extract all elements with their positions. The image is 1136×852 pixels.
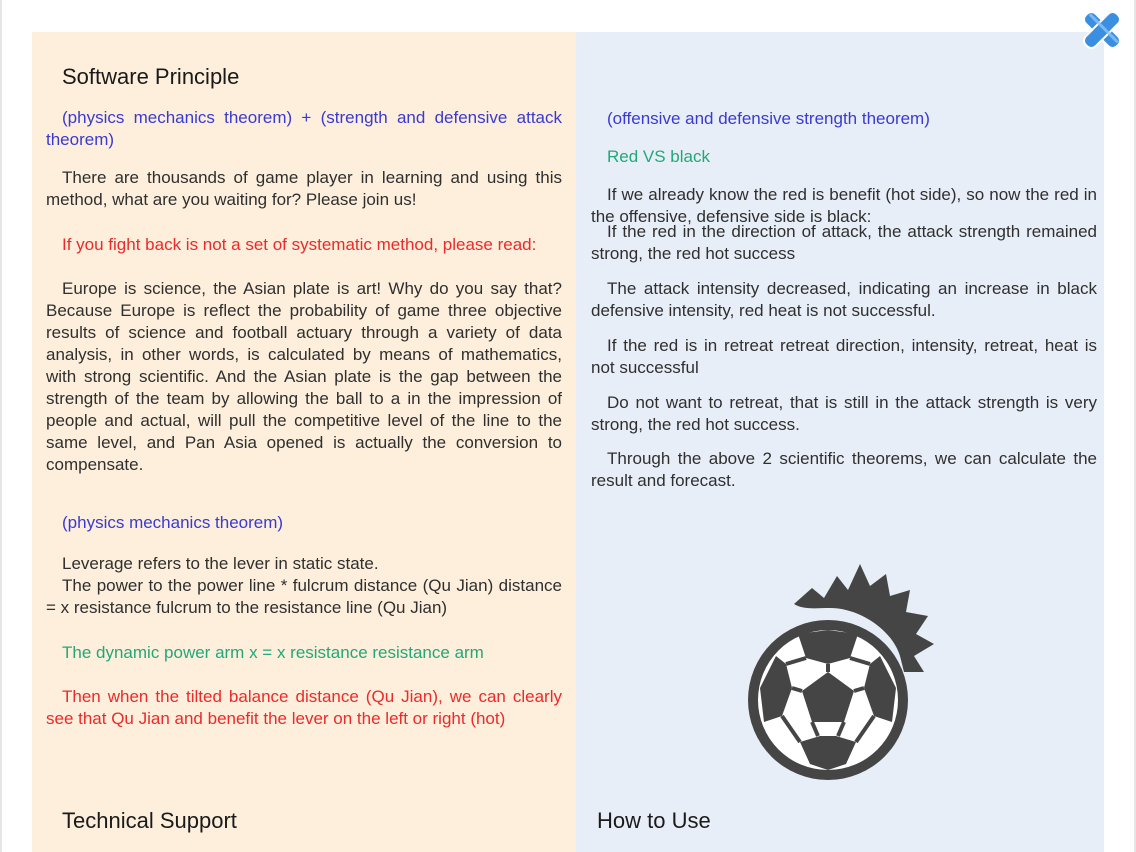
intro-paragraph: There are thousands of game player in learning and using this method, what are you waiting for? Please join us! <box>46 168 562 209</box>
red-benefit-paragraph: If we already know the red is benefit (hot side), so now the red in the offensive, defensive side is black: <box>591 185 1097 226</box>
attack-direction-paragraph: If the red in the direction of attack, the attack strength remained strong, the red hot success <box>591 222 1097 263</box>
conclusion-paragraph: Through the above 2 scientific theorems, we can calculate the result and forecast. <box>591 449 1097 490</box>
software-principle-heading: Software Principle <box>62 64 240 89</box>
offensive-defensive-theorem-title: (offensive and defensive strength theorem) <box>607 109 930 128</box>
close-x-icon[interactable] <box>1078 6 1126 54</box>
red-vs-black-label: Red VS black <box>607 147 710 166</box>
physics-theorem-title: (physics mechanics theorem) <box>62 513 284 532</box>
dynamic-arm-formula: The dynamic power arm x = x resistance resistance arm <box>62 643 484 662</box>
leverage-formula: The power to the power line * fulcrum distance (Qu Jian) distance = x resistance fulcrum to the resistance line (Qu Jian) <box>46 576 562 617</box>
leverage-definition: Leverage refers to the lever in static state. <box>62 554 379 573</box>
tilted-balance-paragraph: Then when the tilted balance distance (Qu Jian), we can clearly see that Qu Jian and benefit the lever on the left or right (hot) <box>46 687 562 728</box>
attack-decreased-paragraph: The attack intensity decreased, indicating an increase in black defensive intensity, red heat is not successful. <box>591 279 1097 320</box>
how-to-use-heading[interactable]: How to Use <box>597 808 711 833</box>
no-retreat-paragraph: Do not want to retreat, that is still in the attack strength is very strong, the red hot success. <box>591 393 1097 434</box>
warning-paragraph: If you fight back is not a set of systematic method, please read: <box>62 235 537 254</box>
left-frame-edge <box>0 0 2 852</box>
retreat-paragraph: If the red is in retreat retreat direction, intensity, retreat, heat is not successful <box>591 336 1097 377</box>
combined-theorem-title: (physics mechanics theorem) + (strength and defensive attack theorem) <box>46 108 562 149</box>
europe-asia-paragraph: Europe is science, the Asian plate is art! Why do you say that? Because Europe is reflect the probability of game three objective results of science and football actuary through a variety of data analysis, in other words, is calculated by means of mathematics, with strong scientific. And the Asian plate is the gap between the strength of the team by allowing the ball to a in the impression of people and actual, will pull the competitive level of the line to the same level, and Pan Asia opened is actually the conversion to compensate. <box>46 279 562 474</box>
technical-support-heading[interactable]: Technical Support <box>62 808 237 833</box>
soccer-ball-impact-icon <box>742 560 942 780</box>
